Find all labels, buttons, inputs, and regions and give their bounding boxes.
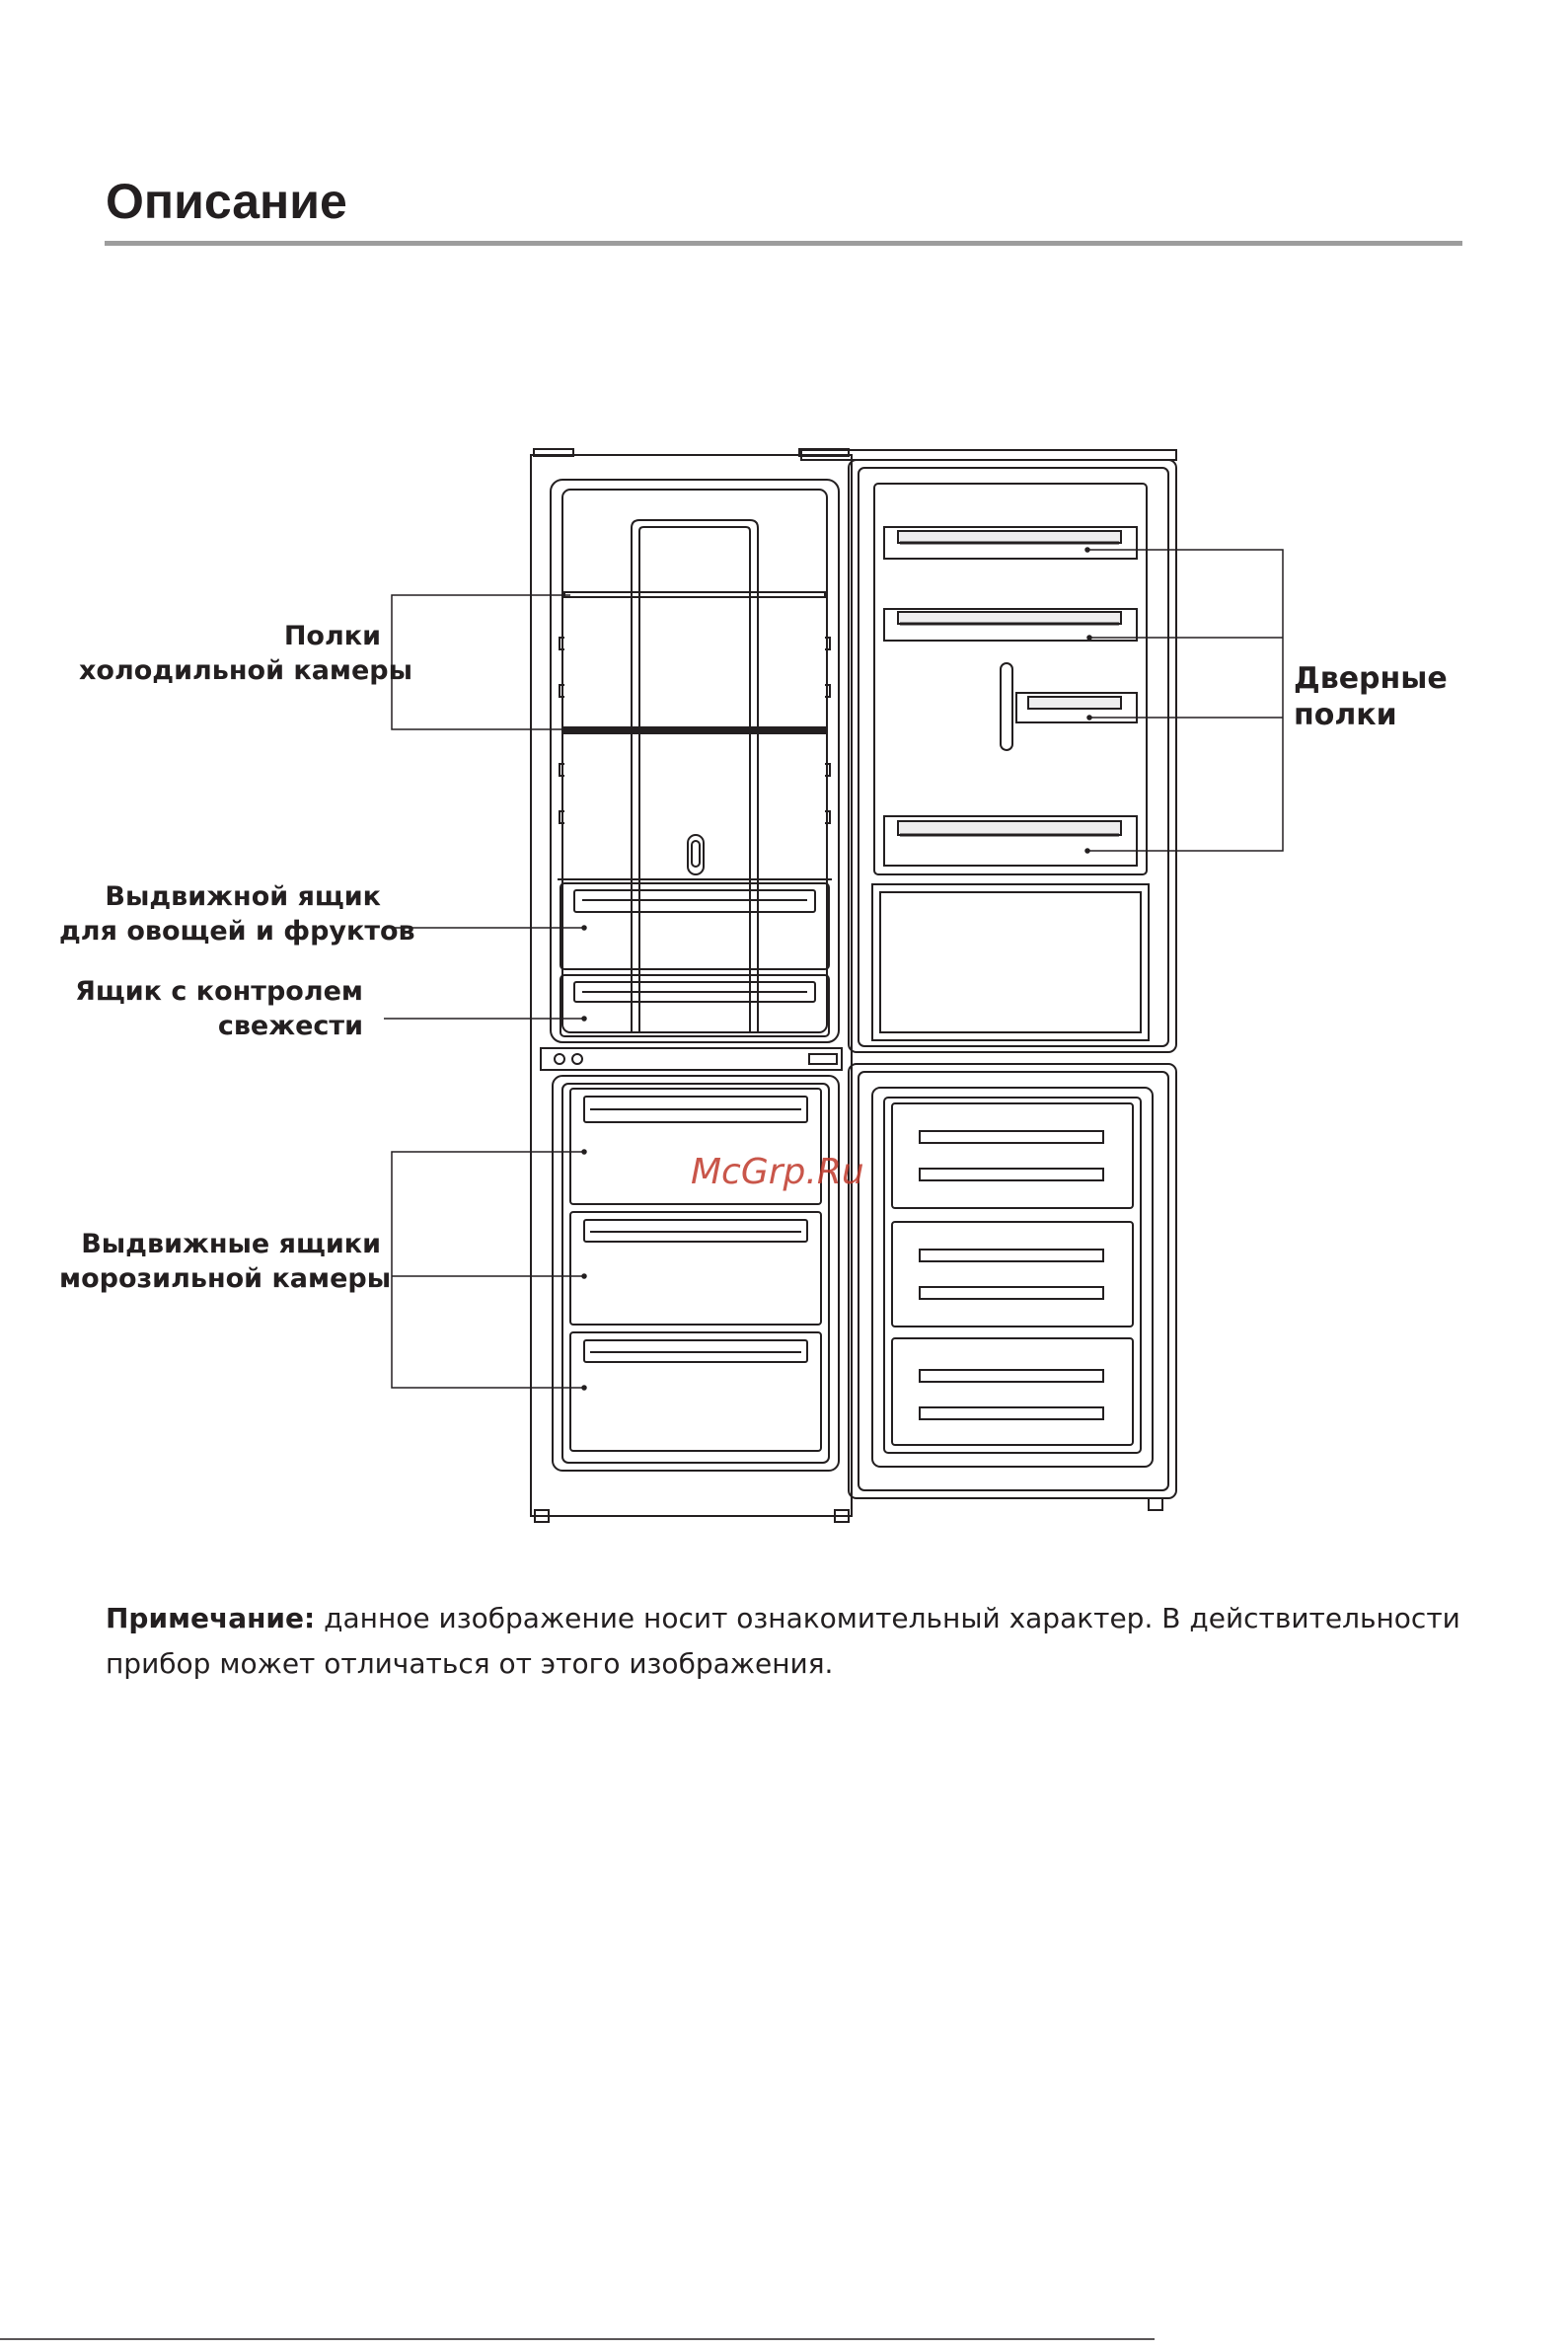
note-label: Примечание: bbox=[106, 1602, 316, 1634]
door-shelf bbox=[884, 527, 1137, 559]
door-shelf bbox=[884, 816, 1137, 866]
fridge-door bbox=[801, 450, 1176, 1052]
freezer-drawer bbox=[570, 1212, 821, 1325]
freezer-door-bin bbox=[892, 1338, 1133, 1445]
fresh-control-drawer bbox=[560, 975, 829, 1036]
fridge-body bbox=[531, 449, 852, 1522]
label-vegetable-drawer: Выдвижной ящик для овощей и фруктов bbox=[59, 881, 415, 947]
watermark: McGrp.Ru bbox=[691, 1152, 864, 1192]
note-text: данное изображение носит ознакомительный характер. В действительности прибор может отличаться от этого изображения. bbox=[106, 1602, 1460, 1680]
label-door-shelves: Дверные полки bbox=[1294, 661, 1448, 732]
egg-tray bbox=[1001, 663, 1137, 750]
fridge-shelf bbox=[564, 592, 825, 597]
freezer-door-bin bbox=[892, 1103, 1133, 1208]
freezer-drawer bbox=[570, 1332, 821, 1451]
label-fridge-shelves: Полки холодильной камеры bbox=[79, 621, 413, 686]
fridge-shelf bbox=[564, 727, 825, 733]
label-fresh-control-drawer: Ящик с контролем свежести bbox=[75, 976, 363, 1041]
vegetable-drawer bbox=[560, 883, 829, 969]
page-title: Описание bbox=[106, 174, 347, 229]
door-shelf bbox=[884, 609, 1137, 641]
label-freezer-drawers: Выдвижные ящики морозильной камеры bbox=[59, 1229, 392, 1294]
note-paragraph bbox=[106, 1596, 1467, 1687]
freezer-door-bin bbox=[892, 1222, 1133, 1327]
freezer-door bbox=[849, 1064, 1176, 1510]
